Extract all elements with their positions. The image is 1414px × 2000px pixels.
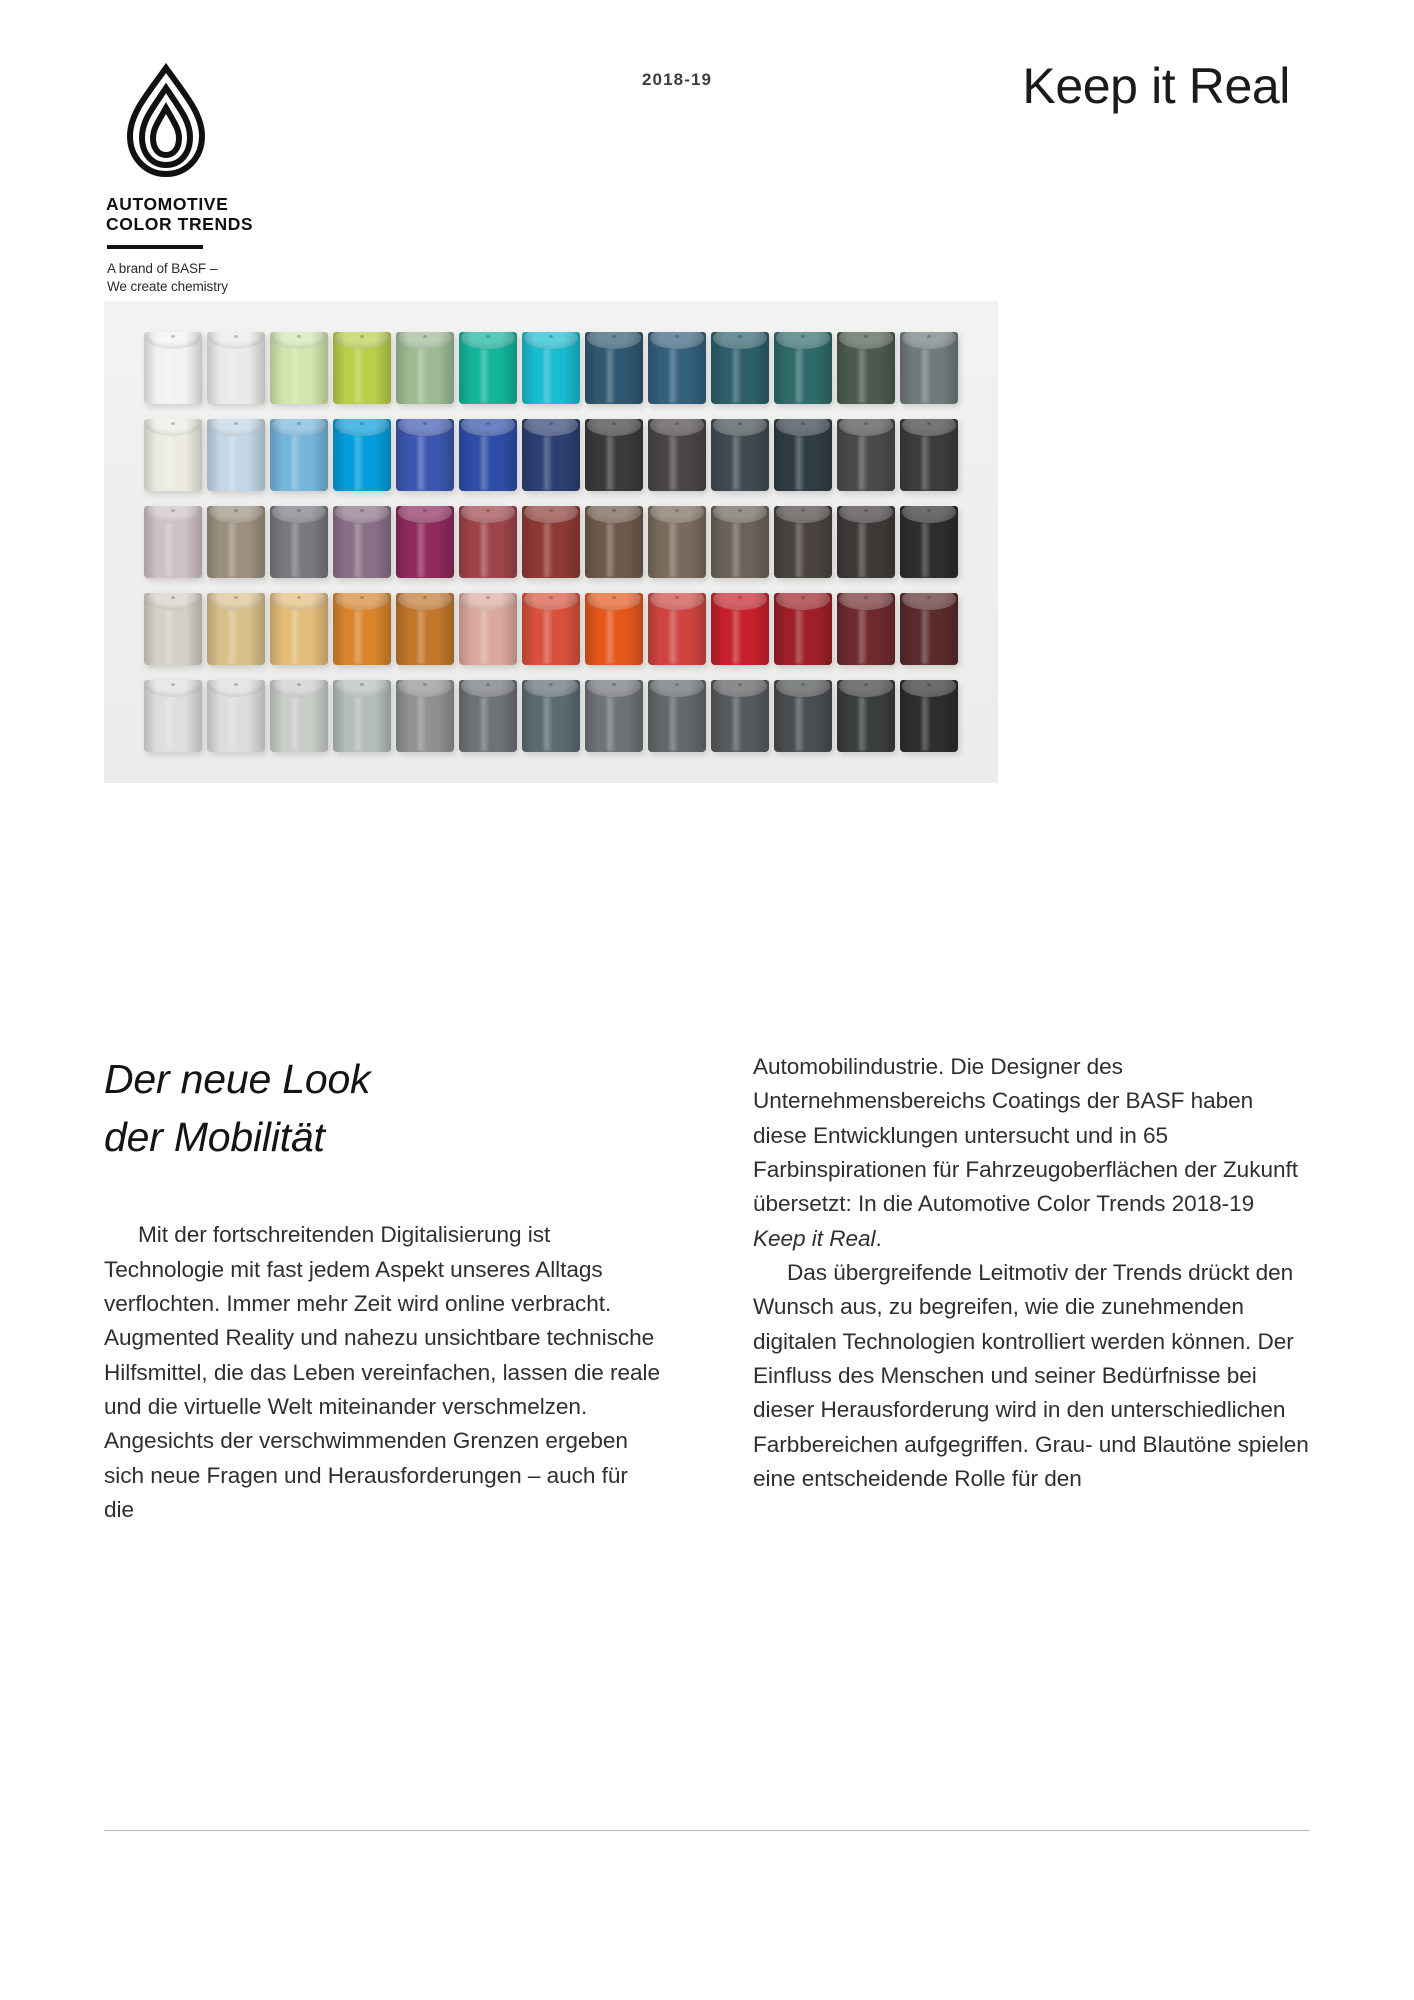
color-sample-puck xyxy=(900,506,958,578)
color-sample-puck xyxy=(333,680,391,752)
paragraph xyxy=(753,1050,1310,1256)
water-drop-icon xyxy=(120,62,212,182)
color-sample-puck xyxy=(585,593,643,665)
puck-shading xyxy=(333,680,391,752)
puck-shading xyxy=(270,419,328,491)
color-sample-puck xyxy=(837,419,895,491)
puck-shading xyxy=(522,680,580,752)
puck-shading xyxy=(144,332,202,404)
color-sample-puck xyxy=(900,593,958,665)
puck-shading xyxy=(585,593,643,665)
color-sample-photograph xyxy=(104,301,998,783)
puck-shading xyxy=(522,332,580,404)
brand-tagline-line1: A brand of BASF – xyxy=(107,260,218,276)
puck-shading xyxy=(333,332,391,404)
puck-shading xyxy=(459,332,517,404)
color-sample-puck xyxy=(648,593,706,665)
puck-shading xyxy=(774,332,832,404)
puck-shading xyxy=(522,593,580,665)
puck-shading xyxy=(900,419,958,491)
puck-shading xyxy=(144,506,202,578)
puck-shading xyxy=(585,332,643,404)
color-sample-row xyxy=(144,680,958,752)
color-sample-puck xyxy=(333,506,391,578)
color-sample-puck xyxy=(648,506,706,578)
color-sample-puck xyxy=(270,593,328,665)
puck-shading xyxy=(207,593,265,665)
color-sample-puck xyxy=(774,680,832,752)
puck-shading xyxy=(270,506,328,578)
brand-tagline-line2: We create chemistry xyxy=(107,278,228,294)
color-sample-row xyxy=(144,332,958,404)
brand-logo-block xyxy=(104,62,334,296)
color-sample-puck xyxy=(396,506,454,578)
puck-shading xyxy=(144,680,202,752)
color-sample-puck xyxy=(900,680,958,752)
brand-divider xyxy=(107,245,203,249)
puck-shading xyxy=(585,506,643,578)
color-sample-puck xyxy=(333,593,391,665)
puck-shading xyxy=(711,593,769,665)
color-sample-puck xyxy=(774,506,832,578)
color-sample-puck xyxy=(837,680,895,752)
color-sample-puck xyxy=(522,593,580,665)
puck-shading xyxy=(837,506,895,578)
color-sample-puck xyxy=(585,419,643,491)
color-sample-puck xyxy=(711,332,769,404)
edition-year: 2018-19 xyxy=(642,70,713,89)
puck-shading xyxy=(711,419,769,491)
puck-shading xyxy=(900,332,958,404)
puck-shading xyxy=(396,419,454,491)
headline-line-1: Der neue Look xyxy=(104,1056,371,1102)
color-sample-puck xyxy=(396,593,454,665)
color-sample-puck xyxy=(207,680,265,752)
footer-divider xyxy=(104,1830,1310,1831)
color-sample-puck xyxy=(522,680,580,752)
puck-shading xyxy=(396,593,454,665)
puck-shading xyxy=(396,680,454,752)
puck-shading xyxy=(459,506,517,578)
color-sample-puck xyxy=(396,680,454,752)
puck-shading xyxy=(648,506,706,578)
color-sample-puck xyxy=(900,419,958,491)
issue-title: Keep it Real xyxy=(1022,58,1290,114)
puck-shading xyxy=(774,680,832,752)
color-sample-puck xyxy=(459,419,517,491)
color-sample-puck xyxy=(333,419,391,491)
brand-tagline xyxy=(107,260,334,296)
color-sample-puck xyxy=(711,419,769,491)
puck-shading xyxy=(270,593,328,665)
puck-shading xyxy=(774,593,832,665)
right-column-text xyxy=(753,1050,1310,1496)
puck-shading xyxy=(396,332,454,404)
puck-shading xyxy=(207,419,265,491)
puck-shading xyxy=(144,419,202,491)
left-column-text xyxy=(104,1218,661,1527)
puck-shading xyxy=(333,506,391,578)
brand-wordmark-line1: AUTOMOTIVE xyxy=(106,194,229,214)
color-sample-puck xyxy=(837,332,895,404)
color-sample-puck xyxy=(144,332,202,404)
puck-shading xyxy=(522,419,580,491)
color-sample-puck xyxy=(207,419,265,491)
color-sample-puck xyxy=(207,593,265,665)
paragraph-text-tail: . xyxy=(875,1225,882,1251)
color-sample-puck xyxy=(585,680,643,752)
brand-wordmark-line2: COLOR TRENDS xyxy=(106,214,254,235)
color-sample-puck xyxy=(837,593,895,665)
puck-shading xyxy=(333,593,391,665)
trend-name-italic: Keep it Real xyxy=(753,1225,876,1251)
color-sample-puck xyxy=(522,332,580,404)
color-sample-puck xyxy=(711,593,769,665)
puck-shading xyxy=(837,593,895,665)
puck-shading xyxy=(837,419,895,491)
page-title xyxy=(104,1050,661,1166)
color-sample-puck xyxy=(270,419,328,491)
puck-shading xyxy=(900,506,958,578)
puck-shading xyxy=(207,506,265,578)
color-sample-puck xyxy=(207,332,265,404)
paragraph-text-lead: Automobilindustrie. Die Designer des Unternehmensbereichs Coatings der BASF haben diese Entwicklungen untersucht und in 65 Farbinspirationen für Fahrzeugoberflächen der Zukunft übersetzt: In die Automotive Color Trends 2018-19 xyxy=(753,1054,1298,1217)
article-column-left xyxy=(104,1050,661,1527)
puck-shading xyxy=(774,506,832,578)
puck-shading xyxy=(270,332,328,404)
color-sample-puck xyxy=(459,593,517,665)
color-sample-puck xyxy=(648,680,706,752)
color-sample-puck xyxy=(774,332,832,404)
puck-shading xyxy=(648,419,706,491)
puck-shading xyxy=(711,332,769,404)
puck-shading xyxy=(648,332,706,404)
puck-shading xyxy=(585,419,643,491)
puck-shading xyxy=(837,680,895,752)
color-sample-puck xyxy=(774,593,832,665)
color-sample-grid xyxy=(144,332,958,752)
puck-shading xyxy=(711,680,769,752)
puck-shading xyxy=(207,332,265,404)
color-sample-puck xyxy=(648,332,706,404)
color-sample-puck xyxy=(585,506,643,578)
color-sample-puck xyxy=(270,680,328,752)
paragraph: Das übergreifende Leitmotiv der Trends drückt den Wunsch aus, zu begreifen, wie die zunehmenden digitalen Technologien kontrolliert werden können. Der Einfluss des Menschen und seiner Bedürfnisse bei dieser Herausforderung wird in den unterschiedlichen Farbbereichen aufgegriffen. Grau- und Blautöne spielen eine entscheidende Rolle für den xyxy=(753,1259,1309,1491)
color-sample-puck xyxy=(522,506,580,578)
puck-shading xyxy=(459,419,517,491)
puck-shading xyxy=(459,593,517,665)
puck-shading xyxy=(396,506,454,578)
color-sample-puck xyxy=(711,506,769,578)
color-sample-puck xyxy=(396,332,454,404)
color-sample-row xyxy=(144,419,958,491)
brand-wordmark xyxy=(106,194,334,235)
color-sample-puck xyxy=(144,593,202,665)
puck-shading xyxy=(522,506,580,578)
color-sample-row xyxy=(144,506,958,578)
puck-shading xyxy=(333,419,391,491)
headline-line-2: der Mobilität xyxy=(104,1114,325,1161)
color-sample-puck xyxy=(774,419,832,491)
puck-shading xyxy=(774,419,832,491)
article-column-right xyxy=(753,1050,1310,1527)
color-sample-puck xyxy=(459,680,517,752)
color-sample-puck xyxy=(144,419,202,491)
puck-shading xyxy=(648,680,706,752)
puck-shading xyxy=(585,680,643,752)
color-sample-puck xyxy=(459,506,517,578)
color-sample-puck xyxy=(396,419,454,491)
color-sample-puck xyxy=(270,506,328,578)
puck-shading xyxy=(207,680,265,752)
puck-shading xyxy=(711,506,769,578)
puck-shading xyxy=(837,332,895,404)
puck-shading xyxy=(648,593,706,665)
color-sample-puck xyxy=(459,332,517,404)
color-sample-puck xyxy=(522,419,580,491)
color-sample-puck xyxy=(900,332,958,404)
puck-shading xyxy=(900,680,958,752)
puck-shading xyxy=(270,680,328,752)
color-sample-puck xyxy=(837,506,895,578)
color-sample-puck xyxy=(648,419,706,491)
color-sample-puck xyxy=(333,332,391,404)
color-sample-row xyxy=(144,593,958,665)
puck-shading xyxy=(900,593,958,665)
color-sample-puck xyxy=(270,332,328,404)
color-sample-puck xyxy=(144,680,202,752)
color-sample-puck xyxy=(207,506,265,578)
color-sample-puck xyxy=(711,680,769,752)
color-sample-puck xyxy=(144,506,202,578)
color-sample-puck xyxy=(585,332,643,404)
page-header xyxy=(0,0,1414,300)
puck-shading xyxy=(459,680,517,752)
puck-shading xyxy=(144,593,202,665)
paragraph: Mit der fortschreitenden Digitalisierung ist Technologie mit fast jedem Aspekt unseres Alltags verflochten. Immer mehr Zeit wird online verbracht. Augmented Reality und nahezu unsichtbare technische Hilfsmittel, die das Leben vereinfachen, lassen die reale und die virtuelle Welt miteinander verschmelzen. Angesichts der verschwimmenden Grenzen ergeben sich neue Fragen und Herausforderungen – auch für die xyxy=(104,1222,661,1523)
article-body xyxy=(104,1050,1310,1527)
